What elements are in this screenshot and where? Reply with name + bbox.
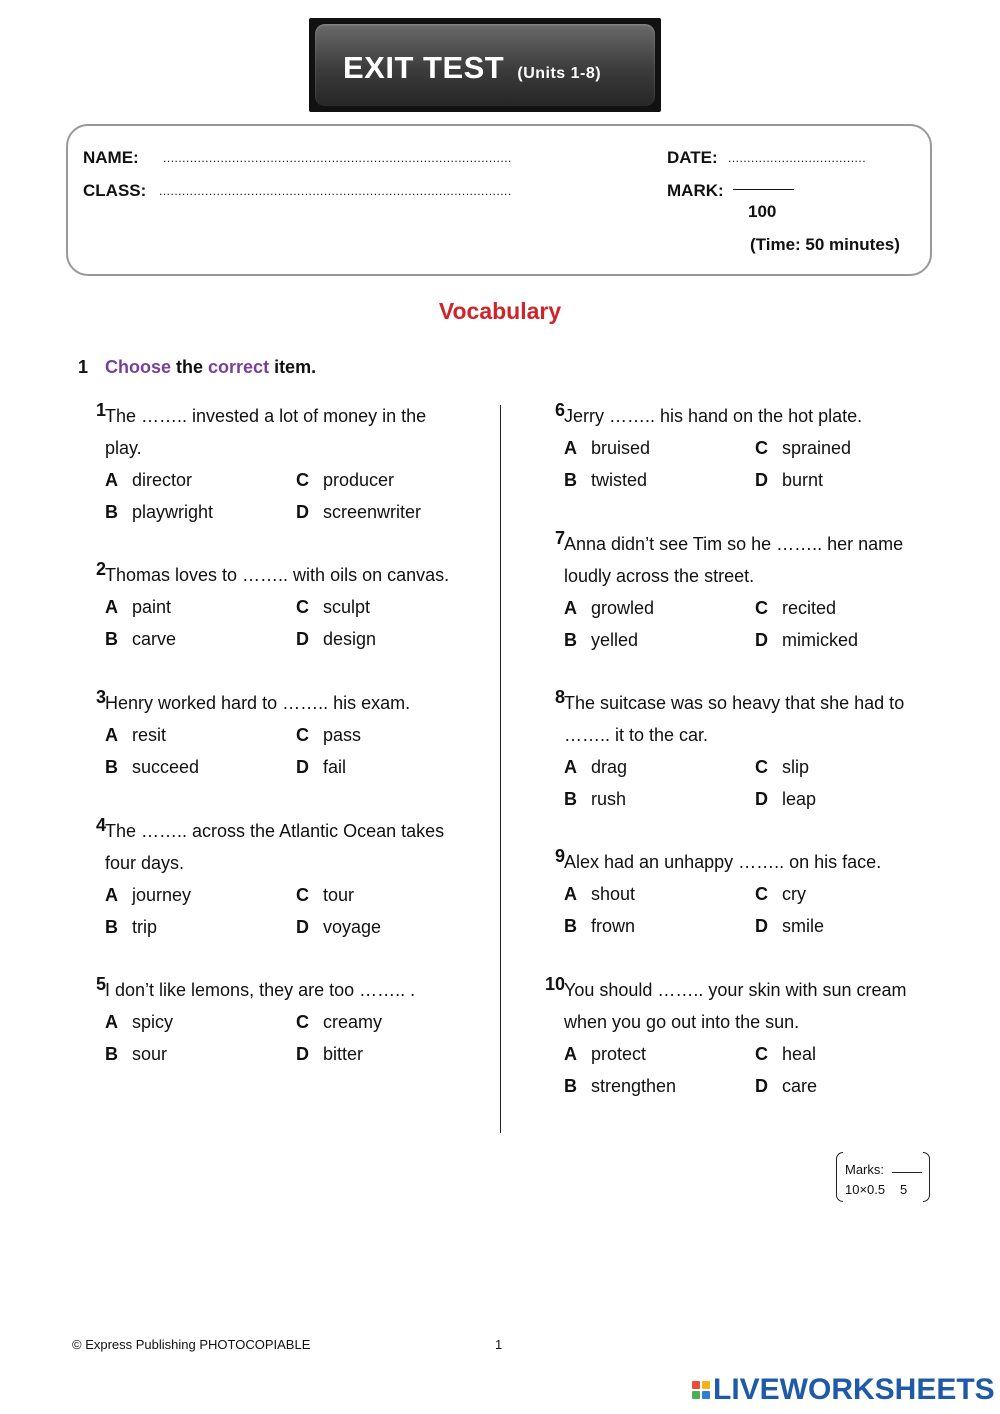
options [105, 879, 460, 943]
question-text: Alex had an unhappy …….. on his face. [564, 852, 882, 872]
option-a[interactable]: A director [105, 470, 193, 490]
question-text: Thomas loves to …….. with oils on canvas. [105, 565, 450, 585]
title-units: (Units 1-8) [517, 65, 602, 82]
marks-bracket-left [836, 1152, 843, 1202]
option-d[interactable]: D bitter [296, 1044, 364, 1064]
marks-fraction-line [892, 1172, 922, 1173]
option-d[interactable]: D voyage [296, 917, 382, 937]
question-text: Jerry …….. his hand on the hot plate. [564, 406, 863, 426]
option-c[interactable]: C heal [755, 1044, 817, 1064]
option-b[interactable]: B carve [105, 629, 177, 649]
mark-total: 100 [748, 202, 777, 221]
option-c[interactable]: C pass [296, 725, 362, 745]
option-a[interactable]: A protect [564, 1044, 647, 1064]
option-a[interactable]: A resit [105, 725, 167, 745]
option-b[interactable]: B frown [564, 916, 636, 936]
option-d[interactable]: D care [755, 1076, 818, 1096]
instr-word-item: item. [269, 357, 317, 377]
option-c[interactable]: C sculpt [296, 597, 371, 617]
column-divider [500, 405, 501, 1133]
question-number: 7 [554, 528, 565, 548]
option-a[interactable]: A drag [564, 757, 628, 777]
liveworksheets-icon [692, 1381, 710, 1399]
question-number: 10 [544, 974, 565, 994]
instr-word-the: the [171, 357, 209, 377]
marks-box [836, 1152, 930, 1202]
option-a[interactable]: A bruised [564, 438, 651, 458]
question-text: Henry worked hard to …….. his exam. [105, 693, 411, 713]
option-b[interactable]: B strengthen [564, 1076, 677, 1096]
marks-total: 5 [900, 1182, 908, 1197]
options [105, 719, 460, 783]
question-text: You should …….. your skin with sun cream when you go out into the sun. [564, 980, 907, 1032]
question [80, 815, 460, 943]
question-number: 4 [95, 815, 106, 835]
page-title [343, 50, 601, 86]
title-banner [309, 18, 661, 112]
question-text: The …….. across the Atlantic Ocean takes four days. [105, 821, 445, 873]
option-d[interactable]: D design [296, 629, 377, 649]
question-number: 9 [554, 846, 565, 866]
option-b[interactable]: B yelled [564, 630, 639, 650]
question [539, 846, 919, 942]
question-number: 3 [95, 687, 106, 707]
question [539, 687, 919, 815]
option-b[interactable]: B trip [105, 917, 158, 937]
question-text: Anna didn’t see Tim so he …….. her name loudly across the street. [564, 534, 904, 586]
question [539, 974, 919, 1102]
class-field[interactable]: ............................................................................................ [159, 184, 512, 198]
question [539, 528, 919, 656]
option-d[interactable]: D fail [296, 757, 347, 777]
question [539, 400, 919, 496]
mark-label: MARK: [667, 181, 724, 200]
option-c[interactable]: C slip [755, 757, 810, 777]
task-number: 1 [78, 357, 89, 377]
options [564, 592, 919, 656]
option-d[interactable]: D screenwriter [296, 502, 422, 522]
option-d[interactable]: D smile [755, 916, 825, 936]
option-b[interactable]: B succeed [105, 757, 200, 777]
question [80, 687, 460, 783]
marks-bracket-right [923, 1152, 930, 1202]
option-c[interactable]: C cry [755, 884, 806, 904]
option-c[interactable]: C creamy [296, 1012, 383, 1032]
marks-formula: 10×0.5 [845, 1182, 886, 1197]
option-c[interactable]: C tour [296, 885, 355, 905]
option-a[interactable]: A spicy [105, 1012, 174, 1032]
title-main: EXIT TEST [343, 50, 505, 85]
question [80, 559, 460, 655]
options [105, 1006, 460, 1070]
option-c[interactable]: C sprained [755, 438, 852, 458]
option-b[interactable]: B twisted [564, 470, 648, 490]
option-b[interactable]: B playwright [105, 502, 214, 522]
option-a[interactable]: A journey [105, 885, 192, 905]
time-note: (Time: 50 minutes) [750, 235, 900, 254]
mark-fraction-line [733, 189, 794, 190]
copyright-footer: © Express Publishing PHOTOCOPIABLE [72, 1337, 311, 1352]
option-b[interactable]: B sour [105, 1044, 168, 1064]
options [564, 751, 919, 815]
options [564, 1038, 919, 1102]
task-instruction [105, 357, 316, 378]
name-label: NAME: [83, 148, 139, 167]
option-d[interactable]: D leap [755, 789, 817, 809]
question-text: I don’t like lemons, they are too …….. . [105, 980, 416, 1000]
option-b[interactable]: B rush [564, 789, 627, 809]
option-c[interactable]: C producer [296, 470, 395, 490]
options [105, 591, 460, 655]
question-number: 2 [95, 559, 106, 579]
section-title: Vocabulary [438, 298, 562, 324]
date-field[interactable]: .................................... [728, 151, 867, 165]
instr-word-correct: correct [208, 357, 270, 377]
question [80, 974, 460, 1070]
option-a[interactable]: A paint [105, 597, 172, 617]
question-number: 8 [554, 687, 565, 707]
option-a[interactable]: A growled [564, 598, 655, 618]
question-text: The suitcase was so heavy that she had to …….. it to the car. [564, 693, 905, 745]
options [564, 878, 919, 942]
date-label: DATE: [667, 148, 718, 167]
question-number: 1 [95, 400, 106, 420]
instr-word-choose: Choose [105, 357, 172, 377]
question-number: 6 [554, 400, 565, 420]
page-number: 1 [495, 1337, 503, 1352]
options [564, 432, 919, 496]
marks-label: Marks: [845, 1162, 884, 1177]
question [80, 400, 460, 528]
liveworksheets-wordmark: LIVEWORKSHEETS [713, 1373, 995, 1406]
name-field[interactable]: ........................................................................................... [163, 151, 512, 165]
options [105, 464, 460, 528]
option-d[interactable]: D burnt [755, 470, 824, 490]
class-label: CLASS: [83, 181, 147, 200]
question-text: The …….. invested a lot of money in the play. [105, 406, 427, 458]
option-a[interactable]: A shout [564, 884, 636, 904]
liveworksheets-logo [692, 1373, 995, 1407]
option-d[interactable]: D mimicked [755, 630, 859, 650]
question-number: 5 [95, 974, 106, 994]
option-c[interactable]: C recited [755, 598, 837, 618]
